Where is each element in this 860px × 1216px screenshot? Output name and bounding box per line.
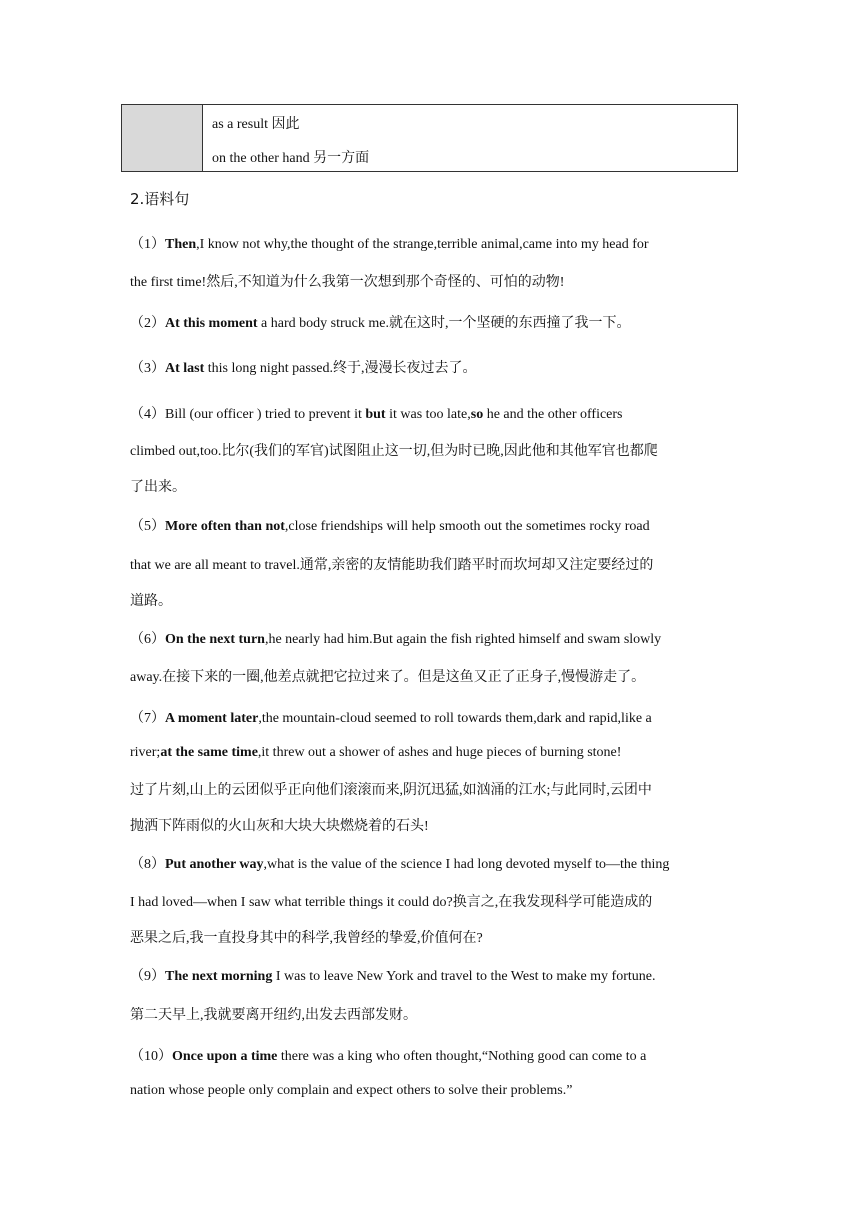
sentence-3-line-1: （3）At last this long night passed.终于,漫漫长夜过去了。 xyxy=(130,361,477,376)
sentence-4-line-3: 了出来。 xyxy=(130,480,186,495)
sentence-4-line-2: climbed out,too.比尔(我们的军官)试图阻止这一切,但为时已晚,因此他和其他军官也都爬 xyxy=(130,444,658,459)
phrase-table xyxy=(121,104,738,172)
sentence-7-line-1: （7）A moment later,the mountain-cloud seemed to roll towards them,dark and rapid,like a xyxy=(130,711,652,726)
sentence-8-line-3: 恶果之后,我一直投身其中的科学,我曾经的挚爱,价值何在? xyxy=(130,931,483,946)
section-heading: 2.语料句 xyxy=(130,190,190,208)
sentence-6-line-1: （6）On the next turn,he nearly had him.But again the fish righted himself and swam slowly xyxy=(130,632,662,647)
sentence-7-line-4: 抛洒下阵雨似的火山灰和大块大块燃烧着的石头! xyxy=(130,819,429,834)
sentence-10-line-1: （10）Once upon a time there was a king who often thought,“Nothing good can come to a xyxy=(130,1049,647,1064)
sentence-1-line-1: （1）Then,I know not why,the thought of the strange,terrible animal,came into my head for xyxy=(130,237,649,252)
sentence-5-line-2: that we are all meant to travel.通常,亲密的友情能助我们踏平时而坎坷却又注定要经过的 xyxy=(130,558,654,573)
sentence-8-line-1: （8）Put another way,what is the value of the science I had long devoted myself to—the thing xyxy=(130,857,670,872)
sentence-8-line-2: I had loved—when I saw what terrible things it could do?换言之,在我发现科学可能造成的 xyxy=(130,895,653,910)
sentence-10-line-2: nation whose people only complain and expect others to solve their problems.” xyxy=(130,1083,573,1098)
sentence-7-line-3: 过了片刻,山上的云团似乎正向他们滚滚而来,阴沉迅猛,如汹涌的江水;与此同时,云团中 xyxy=(130,783,652,798)
sentence-9-line-1: （9）The next morning I was to leave New York and travel to the West to make my fortune. xyxy=(130,969,656,984)
table-row: as a result 因此 xyxy=(212,117,300,132)
table-label-cell xyxy=(122,105,203,171)
sentence-6-line-2: away.在接下来的一圈,他差点就把它拉过来了。但是这鱼又正了正身子,慢慢游走了。 xyxy=(130,670,646,685)
sentence-5-line-3: 道路。 xyxy=(130,594,172,609)
sentence-9-line-2: 第二天早上,我就要离开纽约,出发去西部发财。 xyxy=(130,1008,417,1023)
table-row: on the other hand 另一方面 xyxy=(212,151,370,166)
sentence-1-line-2: the first time!然后,不知道为什么我第一次想到那个奇怪的、可怕的动物! xyxy=(130,275,565,290)
sentence-4-line-1: （4）Bill (our officer ) tried to prevent it but it was too late,so he and the other officers xyxy=(130,407,623,422)
sentence-7-line-2: river;at the same time,it threw out a shower of ashes and huge pieces of burning stone! xyxy=(130,745,622,760)
table-content-cell xyxy=(203,105,737,171)
sentence-2-line-1: （2）At this moment a hard body struck me.就在这时,一个坚硬的东西撞了我一下。 xyxy=(130,316,631,331)
sentence-5-line-1: （5）More often than not,close friendships will help smooth out the sometimes rocky road xyxy=(130,519,650,534)
